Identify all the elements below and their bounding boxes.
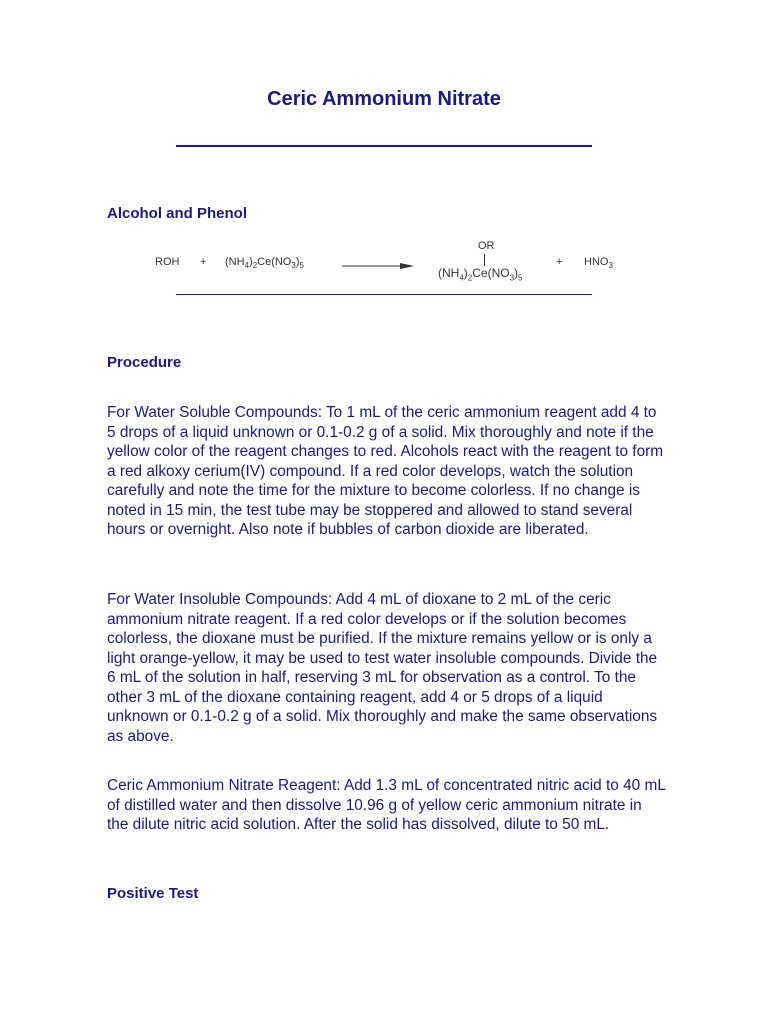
page-title: Ceric Ammonium Nitrate: [267, 88, 501, 110]
reactant-can: $(NH_4)_2Ce(NO_3)_5$: [225, 256, 304, 271]
reactant-roh: ROH: [155, 256, 180, 268]
byproduct-hno3: $HNO_3$: [584, 256, 613, 271]
paragraph-water-insoluble: For Water Insoluble Compounds: Add 4 mL of dioxane to 2 mL of the ceric ammonium nitrate reagent. If a red color develops or if the solution becomes colorless, the dioxane must be purified. If the mixture remains yellow or is only a light orange-yellow, it may be used to test water insoluble compounds. Divide the 6 mL of the solution in half, reserving 3 mL for observation as a control. To the other 3 mL of the dioxane containing reagent, add 4 or 5 drops of a liquid unknown or 0.1-0.2 g of a solid. Mix thoroughly and make the same observations as above.: [107, 591, 658, 745]
title-divider: [176, 145, 592, 147]
paragraph-water-soluble: For Water Soluble Compounds: To 1 mL of the ceric ammonium reagent add 4 to 5 drops of a liquid unknown or 0.1-0.2 g of a solid. Mix thoroughly and note if the yellow color of the reagent changes to red. Alcohols react with the reagent to form a red alkoxy cerium(IV) compound. If a red color develops, watch the solution carefully and note the time for the mixture to become colorless. If no change is noted in 15 min, the test tube may be stoppered and allowed to stand several hours or overnight. Also note if bubbles of carbon dioxide are liberated.: [107, 404, 664, 538]
product-or-group: OR: [478, 240, 495, 252]
product-alkoxy-cerium: $(NH_4)_2Ce(NO_3)_5$: [438, 266, 523, 283]
section-heading-alcohol-phenol: Alcohol and Phenol: [107, 205, 248, 222]
reaction-arrow-icon: [342, 262, 414, 270]
paragraph-reagent: Ceric Ammonium Nitrate Reagent: Add 1.3 mL of concentrated nitric acid to 40 mL of distilled water and then dissolve 10.96 g of yellow ceric ammonium nitrate in the dilute nitric acid solution. After the solid has dissolved, dilute to 50 mL.: [107, 777, 666, 833]
section-heading-positive-test: Positive Test: [107, 885, 199, 902]
section-heading-procedure: Procedure: [107, 354, 182, 371]
equation-divider: [176, 294, 592, 295]
plus-sign-2: +: [556, 256, 563, 268]
plus-sign: +: [200, 256, 207, 268]
product-bond-line: [484, 254, 485, 266]
